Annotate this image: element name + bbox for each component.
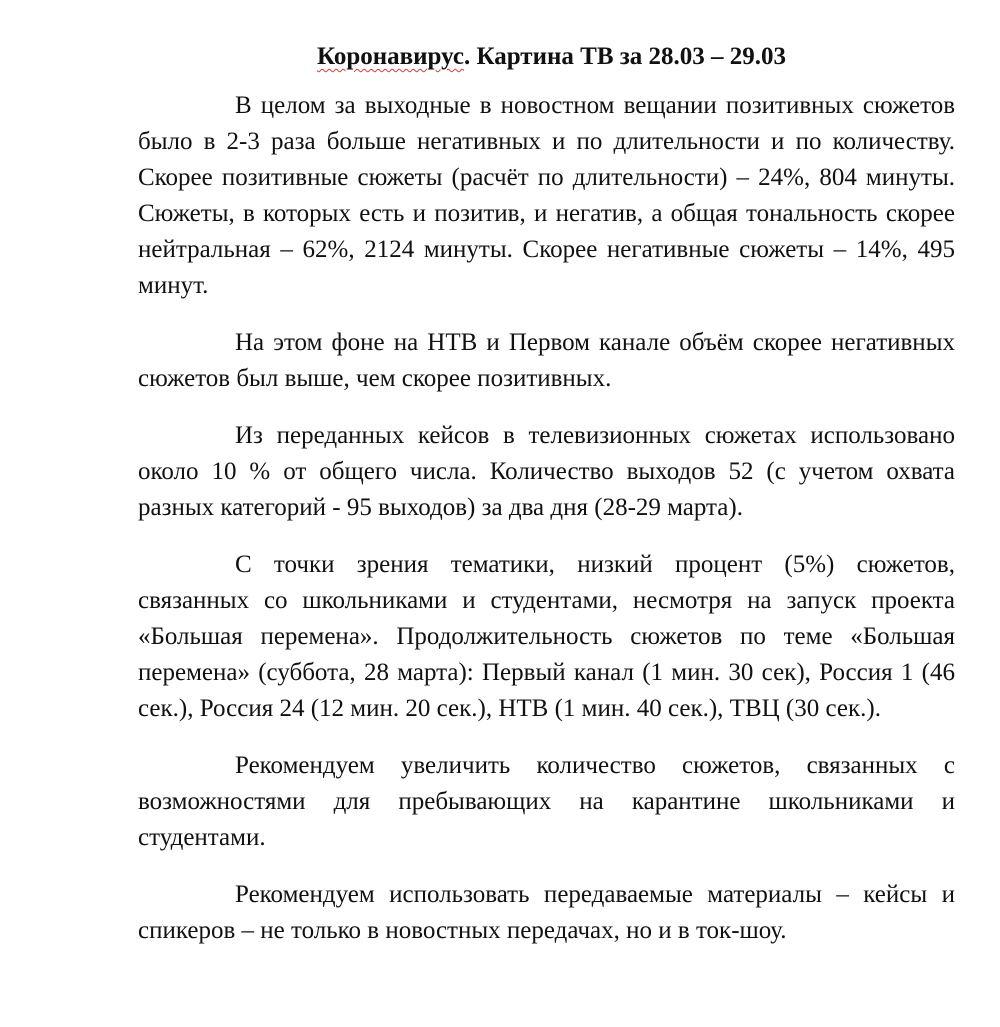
paragraph-channels: На этом фоне на НТВ и Первом канале объём скорее негативных сюжетов был выше, чем скорее позитивных. xyxy=(138,329,955,392)
title-text: . Картина ТВ за 28.03 – 29.03 xyxy=(463,43,787,70)
paragraph-recommendation-students: Рекомендуем увеличить количество сюжетов, связанных с возможностями для пребывающих на карантине школьниками и студентами. xyxy=(138,752,955,851)
document-title xyxy=(138,40,955,74)
paragraph-cases: Из переданных кейсов в телевизионных сюжетах использовано около 10 % от общего числа. Количество выходов 52 (с учетом охвата разных категорий - 95 выходов) за два дня (28-29 марта). xyxy=(138,422,955,521)
title-spellcheck-word: Коронавирус xyxy=(316,43,464,70)
paragraph-topics: С точки зрения тематики, низкий процент (5%) сюжетов, связанных со школьниками и студентами, несмотря на запуск проекта «Большая перемена». Продолжительность сюжетов по теме «Большая перемена» (суббота, 28 марта): Первый канал (1 мин. 30 сек), Россия 1 (46 сек.), Россия 24 (12 мин. 20 сек.), НТВ (1 мин. 40 сек.), ТВЦ (30 сек.). xyxy=(138,551,955,722)
document-page xyxy=(138,40,955,970)
paragraph-summary: В целом за выходные в новостном вещании позитивных сюжетов было в 2-3 раза больше негативных и по длительности и по количеству. Скорее позитивные сюжеты (расчёт по длительности) – 24%, 804 минуты. Сюжеты, в которых есть и позитив, и негатив, а общая тональность скорее нейтральная – 62%, 2124 минуты. Скорее негативные сюжеты – 14%, 495 минут. xyxy=(138,92,955,299)
paragraph-recommendation-materials: Рекомендуем использовать передаваемые материалы – кейсы и спикеров – не только в новостных передачах, но и в ток-шоу. xyxy=(138,881,955,944)
